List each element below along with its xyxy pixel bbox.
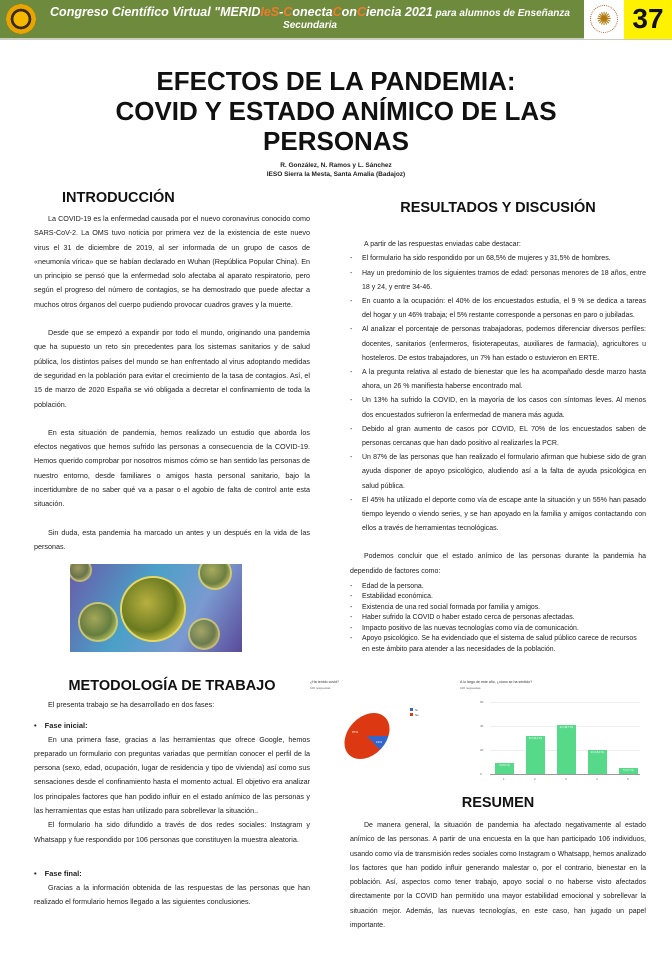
summary-section	[350, 795, 646, 933]
title-highlight: C	[332, 5, 342, 19]
feeling-bar-chart	[460, 680, 650, 780]
bar-chart-subtitle: 106 respuestas	[460, 686, 481, 690]
pie-chart-subtitle: 106 respuestas	[310, 686, 331, 690]
legend-label: Sí	[415, 708, 418, 712]
bar-label: 9 (8,5 %)	[499, 764, 510, 767]
poster-title	[80, 66, 592, 156]
bar-4	[588, 750, 607, 774]
bar-label: 20 (18,9 %)	[590, 751, 605, 754]
title-highlight: C	[283, 5, 293, 19]
title-text: para alumnos de Enseñanza	[432, 8, 570, 19]
bar-label: 41 (38,7 %)	[559, 726, 574, 729]
title-line: COVID Y ESTADO ANÍMICO DE LAS	[115, 96, 557, 126]
intro-paragraph: En esta situación de pandemia, hemos realizado un estudio que aborda los efectos negativos que hemos sufrido las personas a consecuencia de la COVID-19. Hemos querido comprobar por nosotros mismos cómo se han sentido las personas de nuestro entorno, desde familiares o amigos hasta personal sanitario, bajo la incertidumbre de no saber qué va a pasar o el agobio de falta de control ante esta situación.	[34, 427, 310, 509]
charts-area	[310, 680, 650, 780]
methodology-heading: METODOLOGÍA DE TRABAJO	[68, 678, 276, 695]
y-tick: 40	[480, 724, 484, 728]
phase-initial-paragraph: En una primera fase, gracias a las herramientas que ofrece Google, hemos preparado un formulario con preguntas variadas que permitían conocer el perfil de la persona (sexo, edad, ocupación, lugar de residencia y tipo de vivienda) así como sus sensaciones desde el confinamiento hasta el momento actual. El objetivo era analizar los principales factores que han podido influir en el estado anímico de las personas y las herramientas que estas han utilizado para sobrellevar la situación..	[34, 734, 310, 816]
results-list	[350, 252, 646, 536]
pie-label-si: 13%	[376, 740, 383, 744]
results-item: - Un 13% ha sufrido la COVID, en la mayoría de los casos con síntomas leves. Al menos dos encuestados sufrieron la enfermedad de manera más aguda.	[350, 394, 646, 422]
results-item: - Hay un predominio de los siguientes tramos de edad: personas menores de 18 años, entre 18 y 24, y entre 34-46.	[350, 267, 646, 295]
factor-item: - Existencia de una red social formada por familia y amigos.	[350, 603, 646, 614]
results-item: - El 45% ha utilizado el deporte como vía de escape ante la situación y un 55% han pasado tiempo leyendo o viendo series, y se han apoyado en la familia y amigos contactando con ellos a través de herramientas tecnológicas.	[350, 494, 646, 537]
intro-paragraph: Desde que se empezó a expandir por todo el mundo, originando una pandemia que ha supuesto un reto sin precedentes para los sistemas sanitarios y de salud pública, los distintos países del mundo se han enfrentado al virus adoptando medidas de seguridad en la población para evitar el crecimiento de la tasa de contagios. Así, el 15 de marzo de 2020 España se vió obligada a decretar el confinamiento de toda la población.	[34, 328, 310, 409]
intro-paragraph: La COVID-19 es la enfermedad causada por el nuevo coronavirus conocido como SARS-CoV-2. La OMS tuvo noticia por primera vez de la existencia de este nuevo virus el 31 de diciembre de 2019, al ser informada de un grupo de casos de «neumonía vírica» que se habían declarado en Wuhan (República Popular China). En un principio se pensó que la enfermedad solo afectaba al aparato respiratorio, pero según el progreso del número de contagios, se ha demostrado que puede afectar a muchos otros órganos del cuerpo pudiendo provocar cuadros graves y la muerte.	[34, 214, 310, 309]
bar-5	[619, 768, 638, 774]
pie-chart-title: ¿Ha tenido covid?	[310, 680, 339, 684]
results-heading: RESULTADOS Y DISCUSIÓN	[400, 200, 596, 216]
intro-heading: INTRODUCCIÓN	[62, 190, 175, 206]
x-tick: 2	[534, 777, 536, 781]
institution: IESO Sierra la Mesta, Santa Amalia (Badajoz)	[266, 171, 406, 178]
results-item: - Al analizar el porcentaje de personas trabajadoras, podemos diferenciar diversos perfiles: docentes, sanitarios (enfermeros, fisioterapeutas, auxiliares de farmacia), agricultores u hosteleros. De estos trabajadores, un 7% han estado o estuvieron en ERTE.	[350, 323, 646, 366]
results-item: - Un 87% de las personas que han realizado el formulario afirman que hubiese sido de gran ayuda disponer de apoyo psicológico, aludiendo así a la falta de ayuda psicológica en salud pública.	[350, 451, 646, 494]
factor-item: - Apoyo psicológico. Se ha evidenciado que el sistema de salud público carece de recursos en este ámbito para atender a las necesidades de la población.	[350, 634, 646, 655]
factor-item: - Impacto positivo de las nuevas tecnologías como vía de comunicación.	[350, 624, 646, 635]
title-highlight: IeS	[260, 5, 280, 19]
y-tick: 20	[480, 748, 484, 752]
title-text: onecta	[292, 5, 333, 19]
title-line: PERSONAS	[263, 126, 409, 156]
summary-paragraph: De manera general, la situación de pandemia ha afectado negativamente al estado anímico de las personas. A partir de una encuesta en la que han participado 106 individuos, usando como vía de transmisión redes sociales como Instagram o Whatsapp, hemos analizado los factores que han podido influir generando malestar o, por el contrario, bienestar en la población. Así, aspectos como tener trabajo, apoyo social o no haberse visto afectados directamente por la COVID han permitido una mayor estabilidad emocional y sobrellevar la situación mejor. Además, las nuevas tecnologías, en este caso, han jugado un papel importante.	[350, 822, 646, 930]
phase-final-paragraph: Gracias a la información obtenida de las respuestas de las personas que han realizado el formulario hemos llegado a las siguientes conclusiones.	[34, 882, 310, 907]
authors: R. González, N. Ramos y L. Sánchez	[280, 162, 392, 169]
results-item: - En cuanto a la ocupación: el 40% de los encuestados estudia, el 9 % se dedica a tareas del hogar y un 46% trabaja; el 5% restante corresponde a personas en paro o jubiladas.	[350, 295, 646, 323]
results-intro: A partir de las respuestas enviadas cabe destacar:	[364, 241, 521, 248]
x-tick: 3	[565, 777, 567, 781]
left-column	[34, 190, 310, 910]
pie-legend	[410, 708, 419, 718]
results-item: - Debido al gran aumento de casos por COVID, EL 70% de los encuestados saben de personas cercanas que han dado positivo al realizarles la PCR.	[350, 423, 646, 451]
legend-label: No	[415, 713, 419, 717]
pie-label-no: 87%	[352, 730, 359, 734]
phase-initial-title: • Fase inicial:	[34, 719, 310, 733]
methodology-intro: El presenta trabajo se ha desarrollado en dos fases:	[48, 700, 215, 710]
factors-list	[350, 582, 646, 656]
summary-heading: RESUMEN	[461, 795, 535, 811]
x-tick: 1	[503, 777, 505, 781]
congress-title	[36, 6, 584, 32]
virus-particle-icon	[122, 578, 184, 640]
results-item: - El formulario ha sido respondido por un 68,5% de mujeres y 31,5% de hombres.	[350, 252, 646, 266]
bar-2	[526, 736, 545, 774]
title-line: EFECTOS DE LA PANDEMIA:	[156, 66, 516, 96]
conclusion-intro: Podemos concluir que el estado anímico de las personas durante la pandemia ha dependido de factores como:	[350, 553, 646, 575]
x-tick: 5	[627, 777, 629, 781]
pie-graphic	[335, 704, 398, 768]
factor-item: - Edad de la persona.	[350, 582, 646, 593]
congress-header	[0, 0, 672, 40]
poster-number: 37	[624, 0, 672, 39]
title-text: -	[279, 5, 284, 19]
y-tick: 60	[480, 700, 484, 704]
bar-chart-title: A lo largo de este año, ¿cómo se ha sentido?	[460, 680, 533, 684]
sun-logo-icon: ✺	[590, 5, 618, 33]
results-item: - A la pregunta relativa al estado de bienestar que les ha acompañado desde marzo hasta ahora, un 26 % manifiesta haberse encontrado mal.	[350, 366, 646, 394]
legend-item	[410, 713, 419, 718]
factor-item: - Haber sufrido la COVID o haber estado cerca de personas afectadas.	[350, 613, 646, 624]
virus-particle-icon	[190, 620, 218, 648]
phase-initial-paragraph: El formulario ha sido difundido a través de dos redes sociales: Instagram y Whatsapp y fue respondido por 106 personas que constituyen la muestra aleatoria.	[34, 820, 310, 844]
title-highlight: C	[356, 5, 366, 19]
bar-label: 32 (30,2 %)	[528, 737, 543, 740]
bar-plot	[480, 700, 640, 781]
authors-block	[200, 161, 472, 179]
intro-paragraph: Sin duda, esta pandemia ha marcado un antes y un después en la vida de las personas.	[34, 527, 310, 551]
right-column	[350, 200, 646, 655]
title-line2: Secundaria	[283, 20, 337, 31]
title-text: iencia 2021	[365, 5, 433, 19]
virus-particle-icon	[200, 564, 230, 588]
factor-item: - Estabilidad económica.	[350, 592, 646, 603]
virus-particle-icon	[70, 564, 90, 580]
congress-logo-icon	[6, 4, 36, 34]
coronavirus-image	[70, 564, 242, 652]
bar-label: 5 (4,7 %)	[623, 769, 634, 772]
school-logo	[584, 0, 624, 39]
y-tick: 0	[480, 772, 482, 776]
x-tick: 4	[596, 777, 598, 781]
bar-1	[495, 763, 514, 774]
phase-final-title: • Fase final:	[34, 867, 310, 881]
virus-particle-icon	[80, 604, 116, 640]
title-text: Congreso Científico Virtual "MERID	[50, 5, 261, 19]
covid-pie-chart	[310, 680, 430, 780]
bar-3	[557, 725, 576, 774]
title-text: on	[341, 5, 357, 19]
